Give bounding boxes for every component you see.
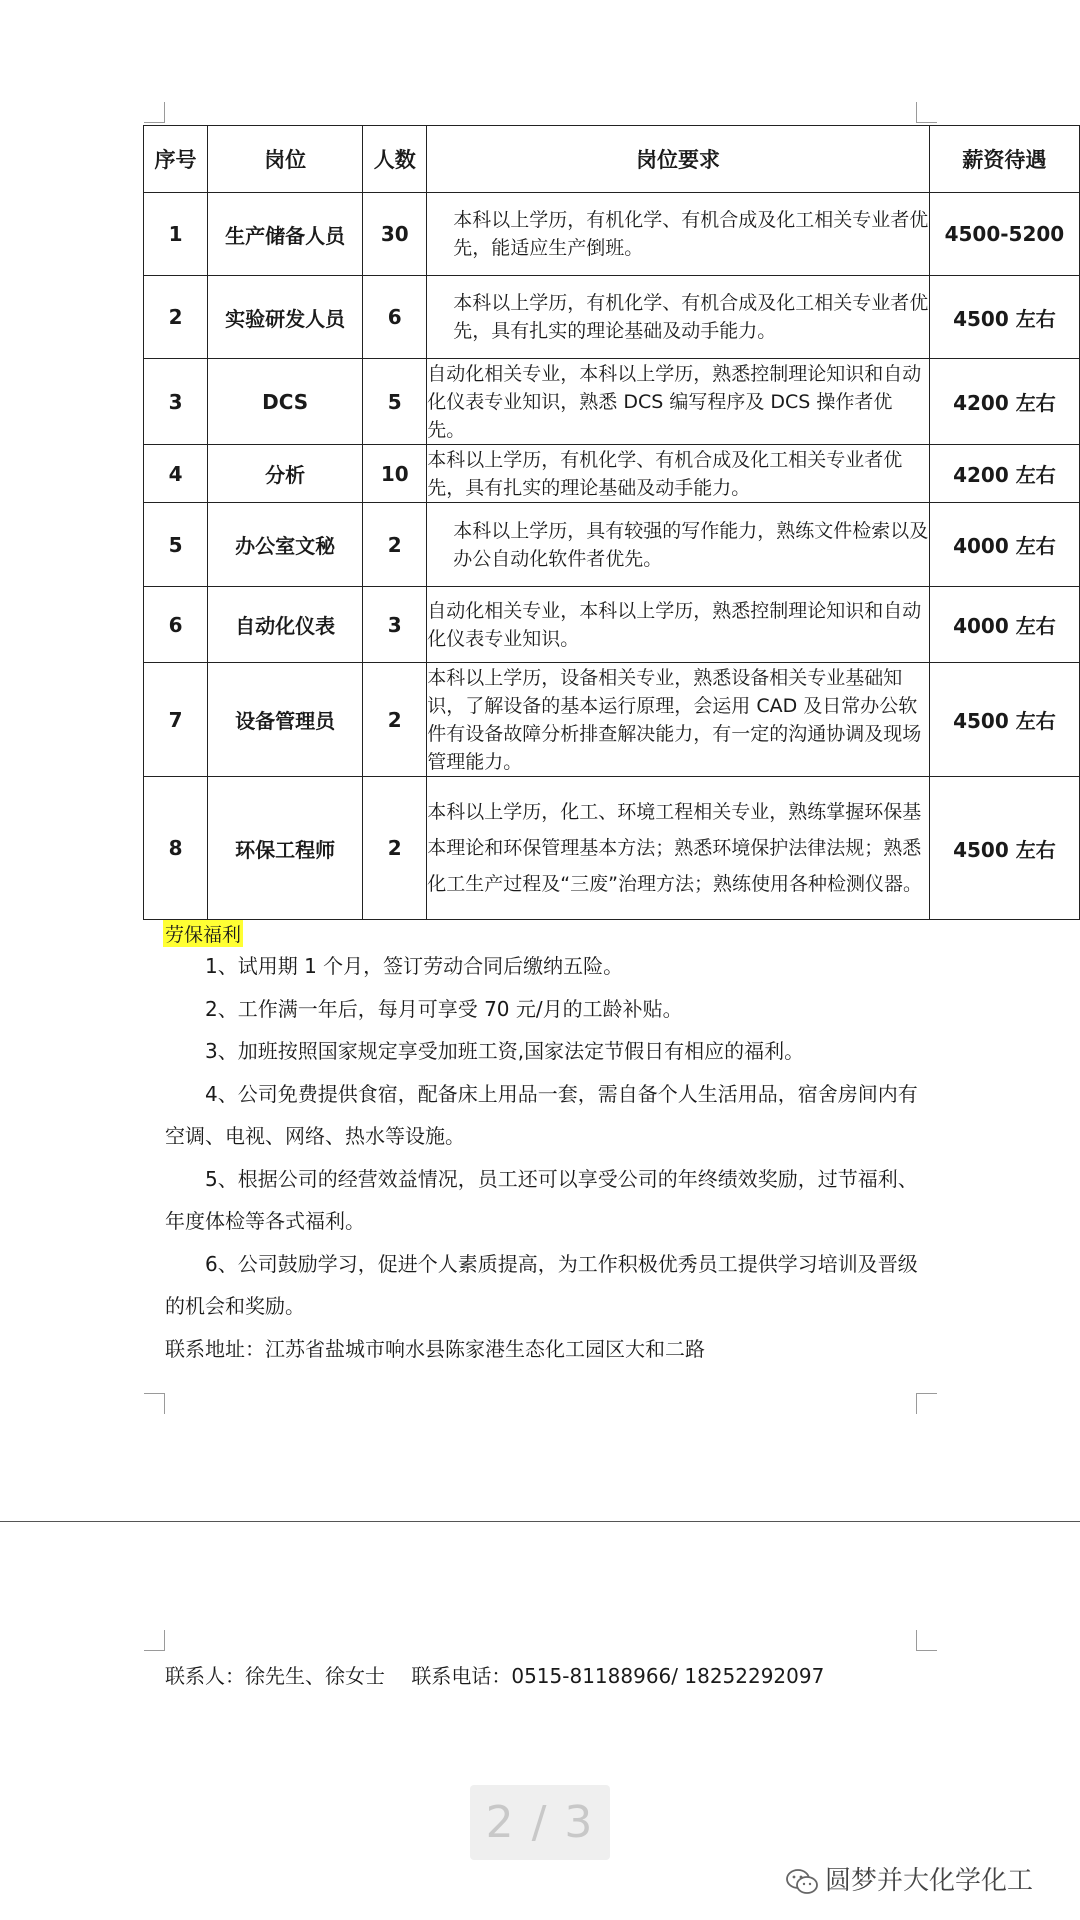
row-salary: 4200 左右: [929, 359, 1079, 445]
margin-corner-bottom-left: [144, 1393, 165, 1414]
row-requirements: 本科以上学历，具有较强的写作能力，熟练文件检索以及办公自动化软件者优先。: [427, 503, 930, 587]
row-no: 2: [144, 276, 208, 359]
row-salary: 4500-5200: [929, 193, 1079, 276]
job-table: [143, 125, 1080, 920]
row-count: 10: [363, 445, 427, 503]
row-salary: 4500 左右: [929, 276, 1079, 359]
row-count: 30: [363, 193, 427, 276]
row-salary: 4000 左右: [929, 587, 1079, 663]
row-requirements: 本科以上学历，有机化学、有机合成及化工相关专业者优先，具有扎实的理论基础及动手能力。: [427, 276, 930, 359]
row-no: 7: [144, 663, 208, 777]
row-position: 办公室文秘: [208, 503, 363, 587]
page-separator: [0, 1521, 1080, 1522]
row-position: DCS: [208, 359, 363, 445]
row-requirements: 本科以上学历，有机化学、有机合成及化工相关专业者优先，具有扎实的理论基础及动手能力。: [427, 445, 930, 503]
table-row: [144, 359, 1080, 445]
row-salary: 4000 左右: [929, 503, 1079, 587]
table-row: [144, 193, 1080, 276]
row-position: 环保工程师: [208, 777, 363, 920]
welfare-item: 2、工作满一年后，每月可享受 70 元/月的工龄补贴。: [205, 996, 683, 1021]
row-requirements: 本科以上学历，设备相关专业，熟悉设备相关专业基础知识，了解设备的基本运行原理，会运用 CAD 及日常办公软件有设备故障分析排查解决能力，有一定的沟通协调及现场管理能力。: [427, 663, 930, 777]
row-salary: 4200 左右: [929, 445, 1079, 503]
row-count: 2: [363, 663, 427, 777]
welfare-list: [165, 945, 920, 1370]
margin-corner-top-right: [916, 102, 937, 123]
welfare-item: 1、试用期 1 个月，签订劳动合同后缴纳五险。: [205, 954, 624, 978]
margin-corner-bottom-right: [916, 1393, 937, 1414]
row-position: 自动化仪表: [208, 587, 363, 663]
row-count: 3: [363, 587, 427, 663]
row-requirements: 本科以上学历，化工、环境工程相关专业，熟练掌握环保基本理论和环保管理基本方法；熟悉环境保护法律法规；熟悉化工生产过程及“三废”治理方法；熟练使用各种检测仪器。: [427, 777, 930, 920]
welfare-item: 3、加班按照国家规定享受加班工资,国家法定节假日有相应的福利。: [205, 1039, 805, 1063]
header-count: 人数: [363, 126, 427, 193]
page-indicator[interactable]: 2 / 3: [470, 1785, 610, 1860]
row-position: 实验研发人员: [208, 276, 363, 359]
row-position: 生产储备人员: [208, 193, 363, 276]
table-row: [144, 503, 1080, 587]
row-no: 4: [144, 445, 208, 503]
margin-corner-top-right-page3: [916, 1630, 937, 1651]
table-header-row: [144, 126, 1080, 193]
contact-info: 联系人：徐先生、徐女士 联系电话：0515-81188966/ 18252292097: [165, 1664, 825, 1688]
row-count: 2: [363, 503, 427, 587]
row-no: 3: [144, 359, 208, 445]
row-count: 5: [363, 359, 427, 445]
header-no: 序号: [144, 126, 208, 193]
table-row: [144, 777, 1080, 920]
row-requirements: 自动化相关专业，本科以上学历，熟悉控制理论知识和自动化仪表专业知识，熟悉 DCS 编写程序及 DCS 操作者优先。: [427, 359, 930, 445]
row-count: 2: [363, 777, 427, 920]
header-requirements: 岗位要求: [427, 126, 930, 193]
row-no: 8: [144, 777, 208, 920]
row-salary: 4500 左右: [929, 777, 1079, 920]
margin-corner-top-left-page3: [144, 1630, 165, 1651]
row-no: 6: [144, 587, 208, 663]
row-position: 分析: [208, 445, 363, 503]
watermark: [785, 1860, 1033, 1897]
wechat-icon: [785, 1868, 819, 1896]
row-salary: 4500 左右: [929, 663, 1079, 777]
table-row: [144, 445, 1080, 503]
row-position: 设备管理员: [208, 663, 363, 777]
contact-address: 联系地址：江苏省盐城市响水县陈家港生态化工园区大和二路: [165, 1336, 705, 1361]
header-position: 岗位: [208, 126, 363, 193]
row-requirements: 自动化相关专业，本科以上学历，熟悉控制理论知识和自动化仪表专业知识。: [427, 587, 930, 663]
table-row: [144, 587, 1080, 663]
row-count: 6: [363, 276, 427, 359]
margin-corner-top-left: [144, 102, 165, 123]
table-row: [144, 663, 1080, 777]
watermark-text: 圆梦并大化学化工: [825, 1866, 1034, 1896]
row-no: 1: [144, 193, 208, 276]
welfare-item: 5、根据公司的经营效益情况，员工还可以享受公司的年终绩效奖励，过节福利、年度体检等各式福利。: [165, 1166, 918, 1233]
table-row: [144, 276, 1080, 359]
welfare-item: 6、公司鼓励学习，促进个人素质提高，为工作积极优秀员工提供学习培训及晋级的机会和奖励。: [165, 1251, 918, 1318]
header-salary: 薪资待遇: [929, 126, 1079, 193]
welfare-title: 劳保福利: [163, 920, 243, 947]
welfare-item: 4、公司免费提供食宿，配备床上用品一套，需自备个人生活用品，宿舍房间内有空调、电视、网络、热水等设施。: [165, 1081, 918, 1148]
row-requirements: 本科以上学历，有机化学、有机合成及化工相关专业者优先，能适应生产倒班。: [427, 193, 930, 276]
row-no: 5: [144, 503, 208, 587]
